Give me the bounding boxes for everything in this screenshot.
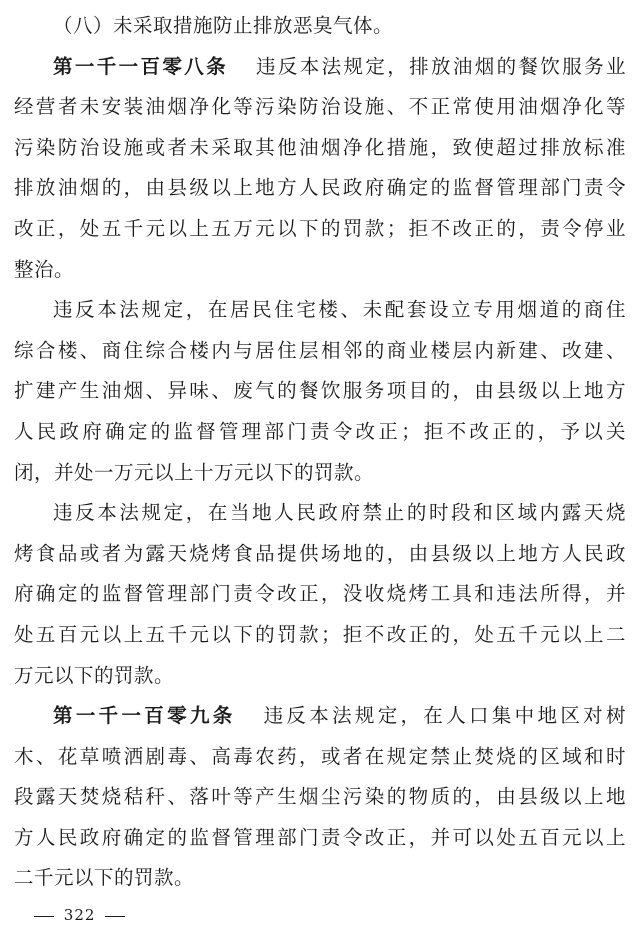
footer-dash-right: [105, 916, 125, 917]
article-1109-line-2: 段露天焚烧秸秆、落叶等产生烟尘污染的物质的，由县级以上地: [14, 785, 626, 809]
article-1108-line-3: 排放油烟的，由县级以上地方人民政府确定的监督管理部门责令: [14, 176, 626, 200]
article-1109-title: 第一千一百零九条: [53, 704, 236, 728]
article-1108-title: 第一千一百零八条: [53, 54, 228, 78]
article-1108-para2-line-4: 闭，并处一万元以上十万元以下的罚款。: [14, 460, 375, 484]
article-1108-para3-line-1: 烤食品或者为露天烧烤食品提供场地的，由县级以上地方人民政: [14, 541, 626, 565]
article-1108-para3-line-2: 府确定的监督管理部门责令改正，没收烧烤工具和违法所得，并: [14, 582, 626, 606]
article-1108-line-4: 改正，处五千元以上五万元以下的罚款；拒不改正的，责令停业: [14, 216, 626, 240]
article-1109-first-line: [14, 696, 626, 737]
article-1108-para2-line-1: 综合楼、商住综合楼内与居住层相邻的商业楼层内新建、改建、: [14, 338, 626, 362]
article-1108-para2-line-0: 违反本法规定，在居民住宅楼、未配套设立专用烟道的商住: [53, 298, 626, 322]
article-1109-line-0: 违反本法规定，在人口集中地区对树: [263, 704, 626, 728]
article-1109-line-4: 二千元以下的罚款。: [14, 866, 195, 890]
article-1108-line-5: 整治。: [14, 257, 75, 281]
page-footer: [30, 906, 129, 924]
article-1108-first-line: [14, 47, 626, 88]
article-1108-para3-line-0: 违反本法规定，在当地人民政府禁止的时段和区域内露天烧: [53, 501, 626, 525]
footer-dash-left: [34, 916, 54, 917]
article-1108-line-1: 经营者未安装油烟净化等污染防治设施、不正常使用油烟净化等: [14, 95, 626, 119]
article-1108-para2-line-3: 人民政府确定的监督管理部门责令改正；拒不改正的，予以关: [14, 419, 626, 443]
article-1108-line-2: 污染防治设施或者未采取其他油烟净化措施，致使超过排放标准: [14, 135, 626, 159]
article-1109-line-1: 木、花草喷洒剧毒、高毒农药，或者在规定禁止焚烧的区域和时: [14, 744, 626, 768]
page-number: 322: [63, 906, 96, 924]
document-page: [14, 6, 626, 899]
article-1108-line-0: 违反本法规定，排放油烟的餐饮服务业: [256, 54, 626, 78]
article-1108-para3-line-3: 处五百元以上五千元以下的罚款；拒不改正的，处五千元以上二: [14, 622, 626, 646]
article-1108-para3-line-4: 万元以下的罚款。: [14, 663, 175, 687]
article-1108-para2-line-2: 扩建产生油烟、异味、废气的餐饮服务项目的，由县级以上地方: [14, 379, 626, 403]
item-8-text: （八）未采取措施防止排放恶臭气体。: [53, 14, 394, 37]
article-1109-line-3: 方人民政府确定的监督管理部门责令改正，并可以处五百元以上: [14, 825, 626, 849]
